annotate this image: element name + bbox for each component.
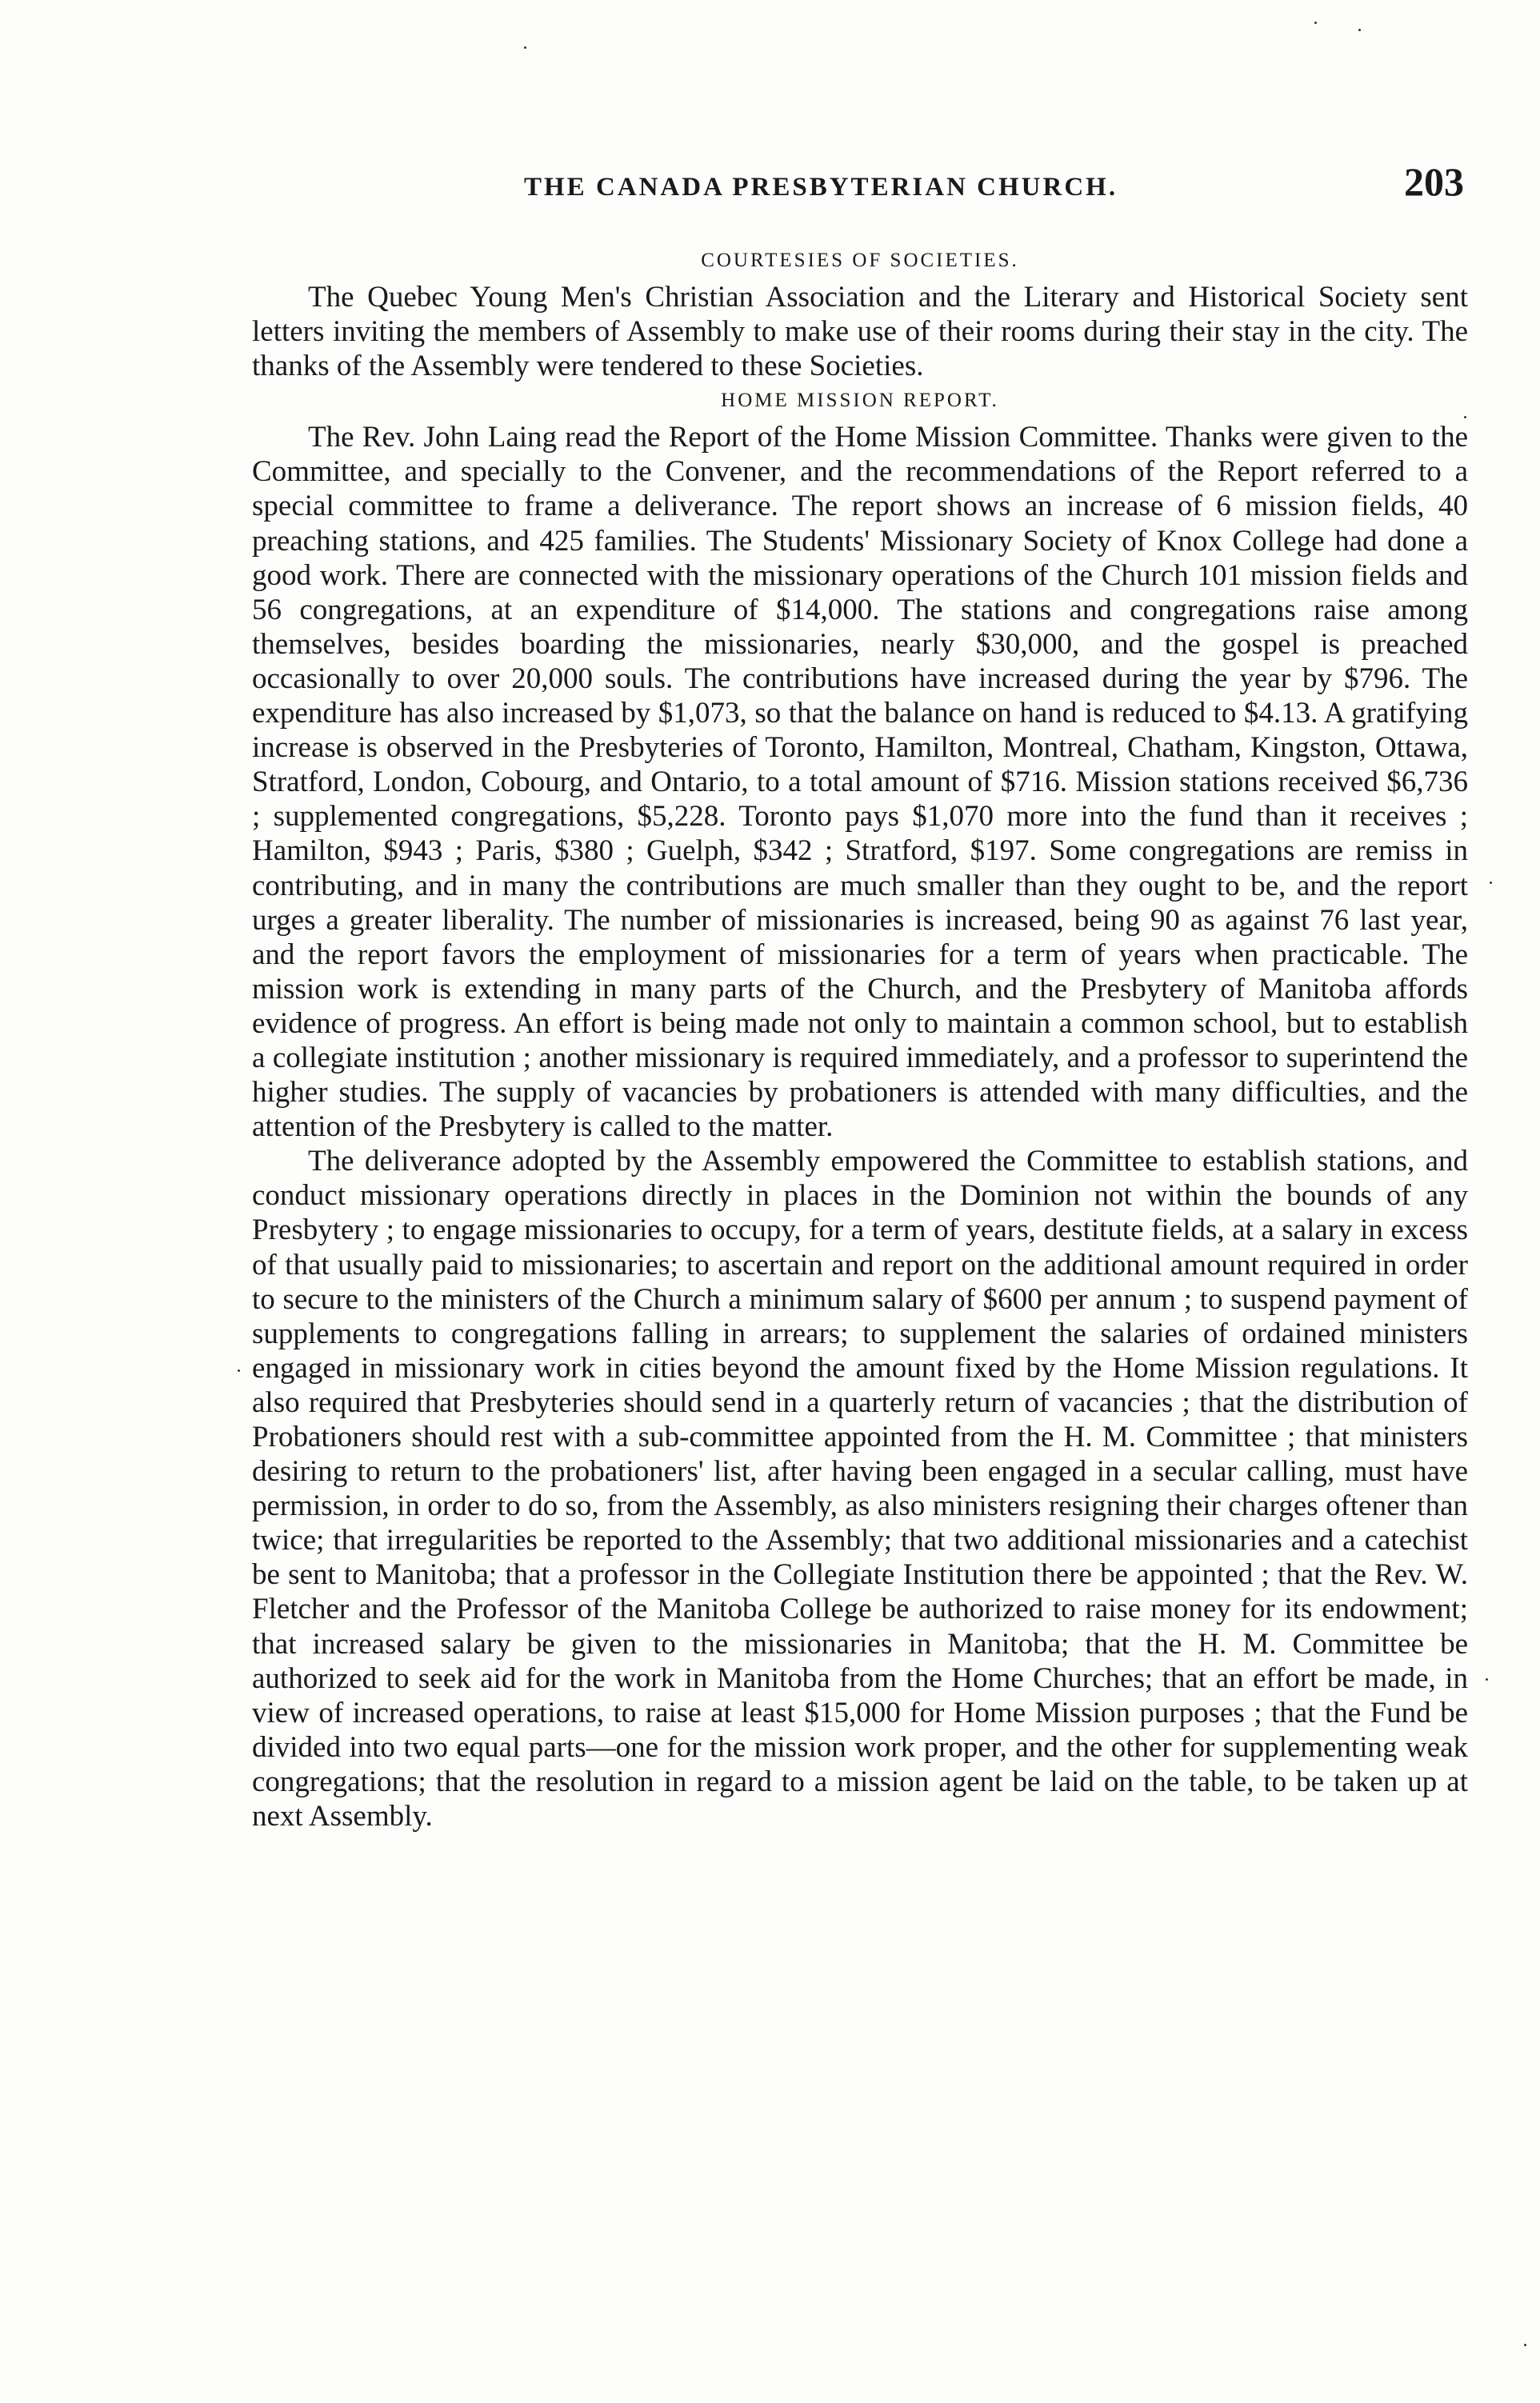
- section-heading-home-mission: HOME MISSION REPORT.: [721, 390, 999, 412]
- print-speck: [1486, 1678, 1488, 1681]
- paragraph-home-mission-report: The Rev. John Laing read the Report of the Home Mission Committee. Thanks were given to the Committee, and specially to the Convener, and the recommendations of the Report referred to a special committee to frame a deliverance. The report shows an increase of 6 mission fields, 40 preaching stations, and 425 families. The Students' Missionary Society of Knox College had done a good work. There are connected with the missionary operations of the Church 101 mission fields and 56 congregations, at an expenditure of $14,000. The stations and congregations raise among themselves, besides boarding the missionaries, nearly $30,000, and the gospel is preached occasionally to over 20,000 souls. The contributions have increased during the year by $796. The expenditure has also increased by $1,073, so that the balance on hand is reduced to $4.13. A gratifying increase is observed in the Presbyteries of Toronto, Hamilton, Montreal, Chatham, Kingston, Ottawa, Stratford, London, Cobourg, and Ontario, to a total amount of $716. Mission stations received $6,736 ; supplemented congregations, $5,228. Toronto pays $1,070 more into the fund than it receives ; Hamilton, $943 ; Paris, $380 ; Guelph, $342 ; Stratford, $197. Some congregations are remiss in contributing, and in many the contributions are much smaller than they ought to be, and the report urges a greater liberality. The number of missionaries is increased, being 90 as against 76 last year, and the report favors the employment of missionaries for a term of years when practicable. The mission work is extending in many parts of the Church, and the Presbytery of Manitoba affords evidence of progress. An effort is being made not only to maintain a common school, but to establish a collegiate institution ; another missionary is required immediately, and a professor to superintend the higher studies. The supply of vacancies by probationers is attended with many difficulties, and the attention of the Presbytery is called to the matter.: [252, 421, 1468, 1144]
- print-speck: [1524, 2344, 1526, 2346]
- running-title: THE CANADA PRESBYTERIAN CHURCH.: [524, 173, 1118, 202]
- running-head: [256, 158, 1472, 222]
- print-speck: [1490, 882, 1492, 884]
- print-speck: [1464, 416, 1466, 418]
- article-body: [252, 246, 1468, 1833]
- print-speck: [238, 1369, 240, 1372]
- page-number: 203: [1404, 159, 1464, 204]
- print-speck: [1358, 29, 1361, 31]
- paragraph-courtesies: The Quebec Young Men's Christian Association and the Literary and Historical Society sent letters inviting the members of Assembly to make use of their rooms during their stay in the city. The thanks of the Assembly were tendered to these Societies.: [252, 281, 1468, 383]
- print-speck: [1314, 22, 1317, 24]
- paragraph-deliverance: The deliverance adopted by the Assembly empowered the Committee to establish stations, and conduct missionary operations directly in places in the Dominion not within the bounds of any Presbytery ; to engage missionaries to occupy, for a term of years, destitute fields, at a salary in excess of that usually paid to missionaries; to ascertain and report on the additional amount required in order to secure to the ministers of the Church a minimum salary of $600 per annum ; to suspend payment of supplements to congregations falling in arrears; to supplement the salaries of ordained ministers engaged in missionary work in cities beyond the amount fixed by the Home Mission regulations. It also required that Presbyteries should send in a quarterly return of vacancies ; that the distribution of Probationers should rest with a sub-committee appointed from the H. M. Committee ; that ministers desiring to return to the probationers' list, after having been engaged in a secular calling, must have permission, in order to do so, from the Assembly, as also ministers resigning their charges oftener than twice; that irregularities be reported to the Assembly; that two additional missionaries and a catechist be sent to Manitoba; that a professor in the Collegiate Institution there be appointed ; that the Rev. W. Fletcher and the Professor of the Manitoba College be authorized to raise money for its endowment; that increased salary be given to the missionaries in Manitoba; that the H. M. Committee be authorized to seek aid for the work in Manitoba from the Home Churches; that an effort be made, in view of increased operations, to raise at least $15,000 for Home Mission purposes ; that the Fund be divided into two equal parts—one for the mission work proper, and the other for supplementing weak congregations; that the resolution in regard to a mission agent be laid on the table, to be taken up at next Assembly.: [252, 1145, 1468, 1833]
- section-heading-courtesies: COURTESIES OF SOCIETIES.: [701, 250, 1019, 271]
- print-speck: [524, 46, 526, 49]
